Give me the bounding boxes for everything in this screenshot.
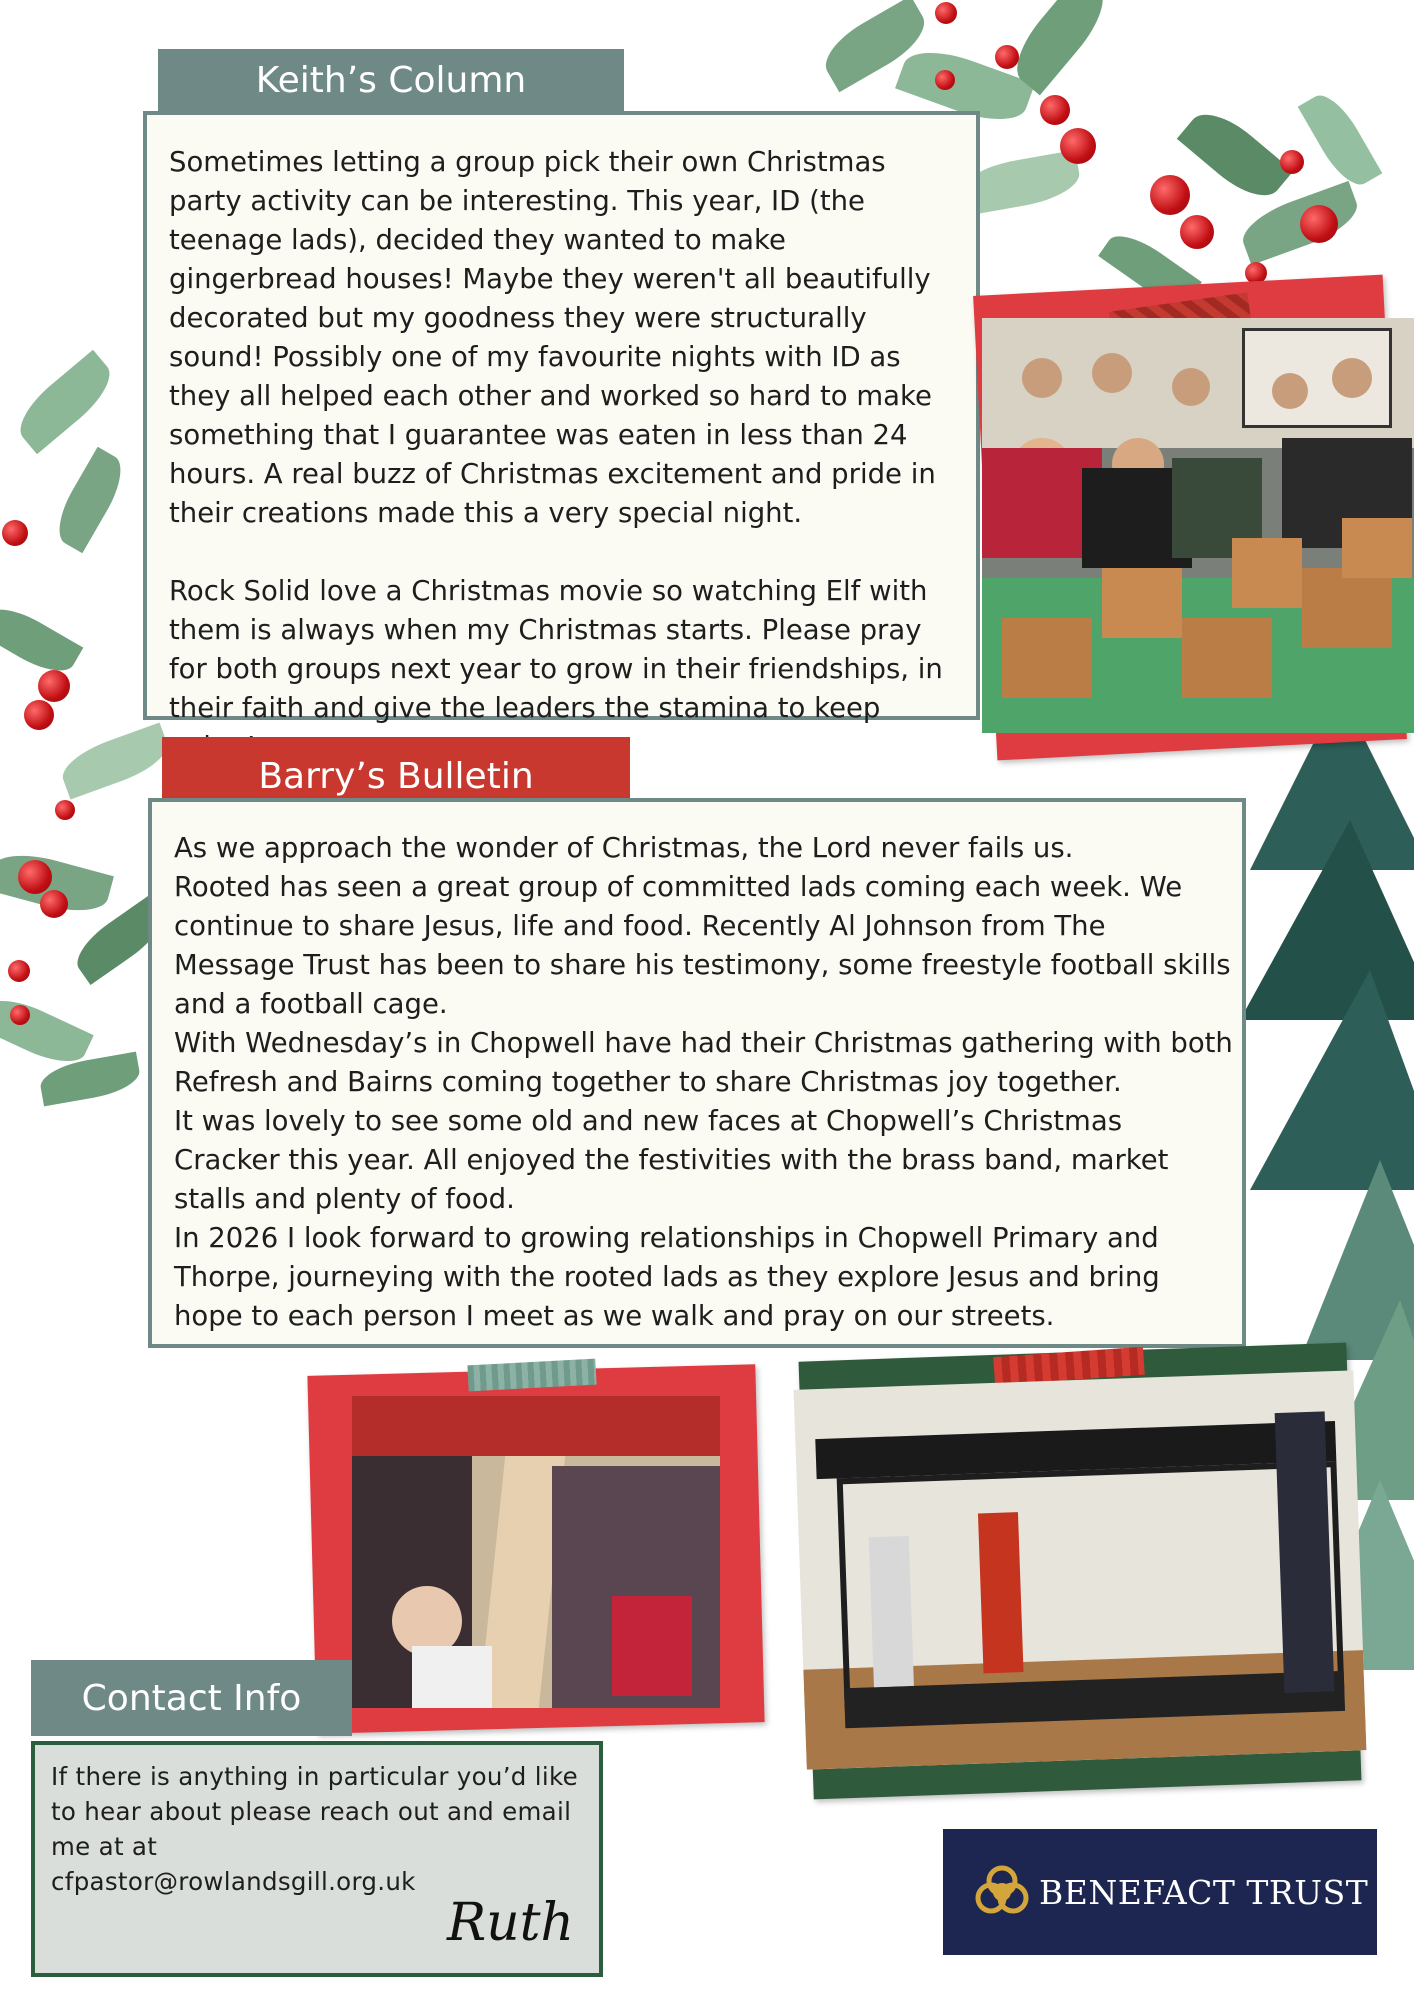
barrys-bulletin-line-3: With Wednesday’s in Chopwell have had their Christmas gathering with both Refresh and Bairns coming together to share Christmas joy together. [174, 1027, 1233, 1098]
barrys-bulletin-line-1: As we approach the wonder of Christmas, the Lord never fails us. [174, 832, 1074, 864]
barrys-bulletin-line-5: In 2026 I look forward to growing relationships in Chopwell Primary and Thorpe, journeying with the rooted lads as they explore Jesus and bring hope to each person I meet as we walk and pray on our streets. [174, 1222, 1160, 1332]
keiths-column-panel [143, 111, 980, 724]
barrys-bulletin-title: Barry’s Bulletin [258, 755, 534, 797]
barrys-bulletin-panel [148, 798, 1246, 1348]
keiths-column-title: Keith’s Column [255, 59, 527, 101]
keiths-column-paragraph-2: Rock Solid love a Christmas movie so watching Elf with them is always when my Christmas starts. Please pray for both groups next year to grow in their friendships, in their faith and give the leaders the stamina to keep [169, 575, 943, 724]
contact-info-header [31, 1660, 352, 1736]
benefact-trust-logo [943, 1829, 1377, 1955]
keiths-column-header [158, 49, 624, 111]
ruth-signature: Ruth [447, 1893, 575, 1953]
contact-info-text: If there is anything in particular you’d like to hear about please reach out and email me at at [51, 1762, 578, 1861]
benefact-trust-name: BENEFACT TRUST [1039, 1872, 1369, 1912]
barrys-bulletin-line-4: It was lovely to see some old and new faces at Chopwell’s Christmas Cracker this year. All enjoyed the festivities with the brass band, market stalls and plenty of food. [174, 1105, 1169, 1215]
contact-info-title: Contact Info [81, 1677, 302, 1719]
contact-info-panel [31, 1741, 603, 1977]
benefact-trust-emblem-icon [975, 1865, 1029, 1919]
football-cage-photo [794, 1370, 1367, 1769]
gingerbread-photo [982, 318, 1414, 733]
contact-email-link[interactable]: cfpastor@rowlandsgill.org.uk [51, 1867, 416, 1896]
dinner-photo [352, 1396, 720, 1708]
barrys-bulletin-line-2: Rooted has seen a great group of committed lads coming each week. We continue to share Jesus, life and food. Recently Al Johnson from The Message Trust has been to share his testimony, some freestyle football skills and a football cage. [174, 871, 1231, 1020]
keiths-column-paragraph-1: Sometimes letting a group pick their own Christmas party activity can be interesting. This year, ID (the teenage lads), decided they wanted to make gingerbread houses! Maybe they weren't all beautifully decorated but my goodness they were structurally sound! Possibly one of my favourite nights with ID as they all helped each other and worked so hard to make something that I guarantee was eaten in less than 24 hours. A real buzz of Christmas excitement and pride in their creations made this a very special night. [169, 146, 936, 529]
